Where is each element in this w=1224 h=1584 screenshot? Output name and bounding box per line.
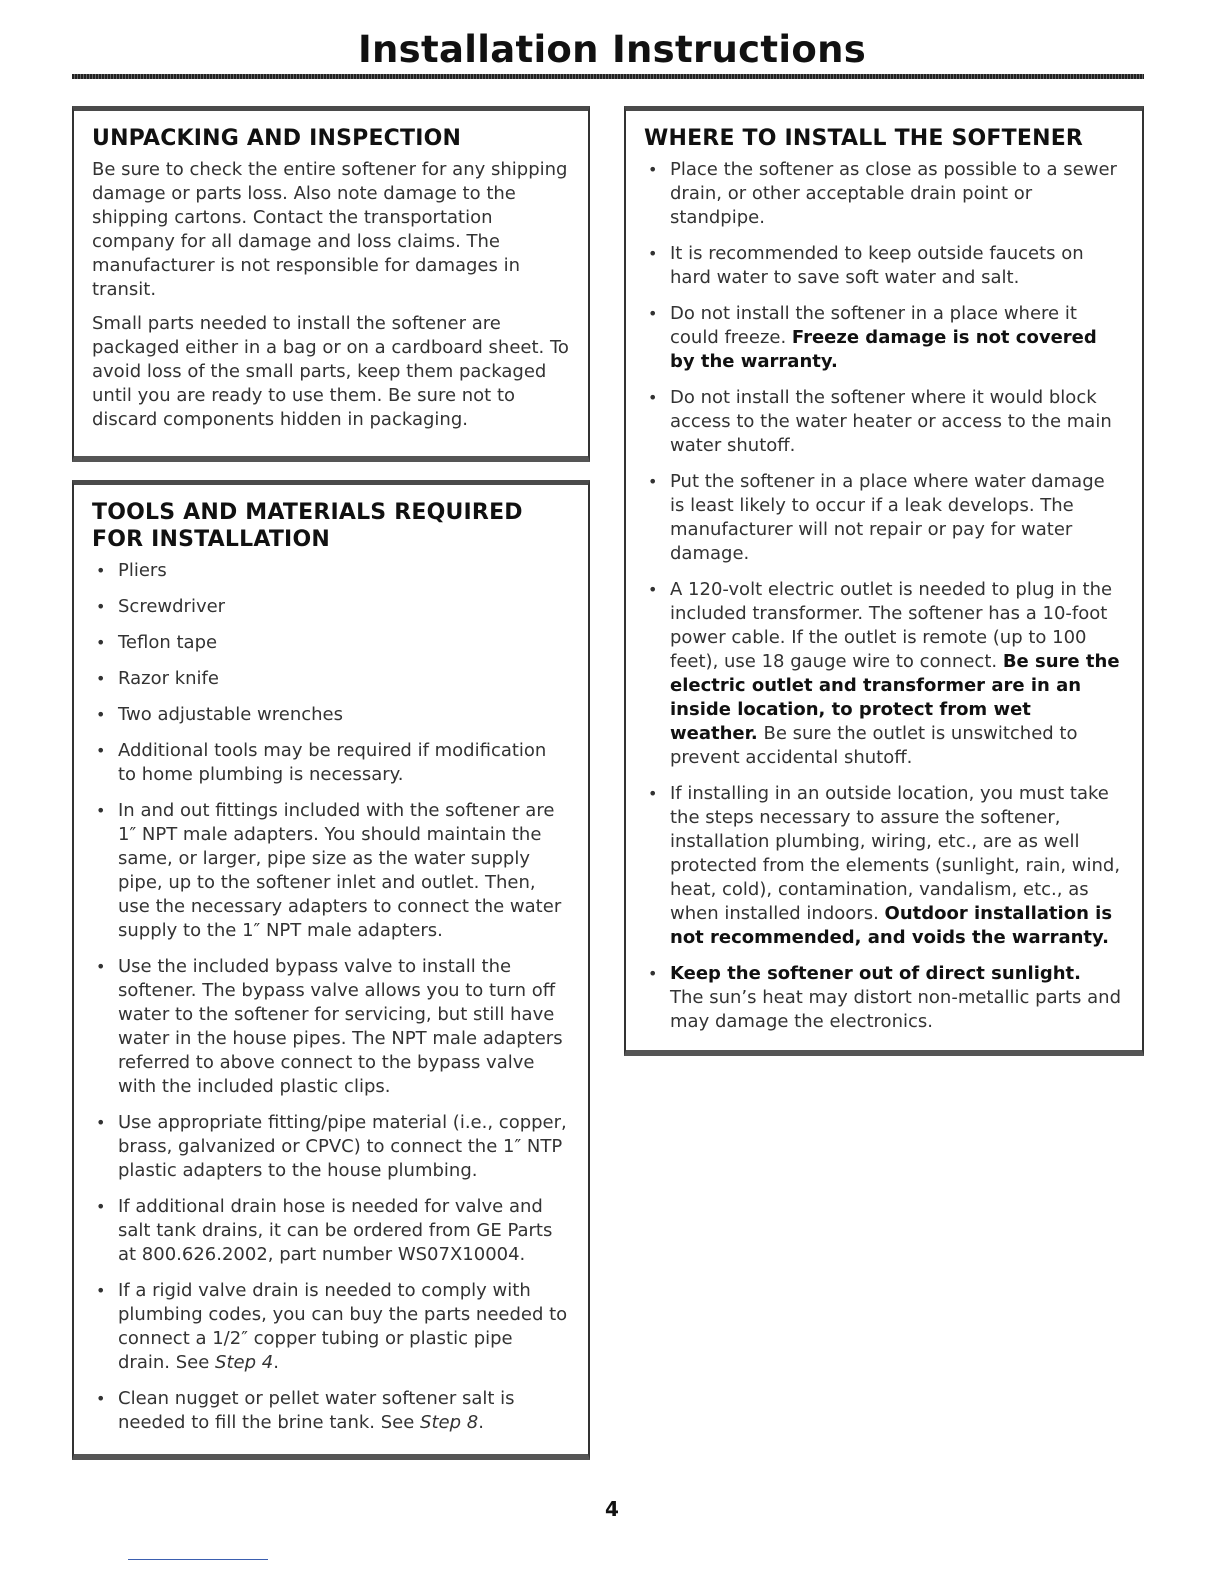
list-item: • If additional drain hose is needed for valve and salt tank drains, it can be ordered from GE Parts at 800.626.2002, part number WS07X10004. bbox=[92, 1195, 570, 1267]
page-number: 4 bbox=[605, 1497, 619, 1521]
item-text-end: . bbox=[478, 1412, 484, 1433]
item-text-end: . bbox=[273, 1352, 279, 1373]
list-item bbox=[92, 1279, 570, 1375]
tools-list bbox=[92, 559, 570, 1435]
tools-heading bbox=[92, 499, 570, 553]
where-list bbox=[644, 158, 1124, 1034]
item-text: Do not install the softener in a place where it could freeze. bbox=[670, 303, 1077, 348]
item-text: Clean nugget or pellet water softener salt is needed to fill the brine tank. See bbox=[118, 1388, 515, 1433]
item-text: If a rigid valve drain is needed to comply with plumbing codes, you can buy the parts needed to connect a 1/2″ copper tubing or plastic pipe drain. See bbox=[118, 1280, 568, 1373]
list-item: • In and out fittings included with the softener are 1″ NPT male adapters. You should maintain the same, or larger, pipe size as the water supply pipe, up to the softener inlet and outlet. Then, use the necessary adapters to connect the water supply to the 1″ NPT male adapters. bbox=[92, 799, 570, 943]
page-title: Installation Instructions bbox=[357, 28, 867, 71]
list-item bbox=[92, 1387, 570, 1435]
list-item: • Do not install the softener where it would block access to the water heater or access to the main water shutoff. bbox=[644, 386, 1124, 458]
list-item: • Two adjustable wrenches bbox=[92, 703, 570, 727]
tools-section bbox=[72, 480, 590, 1460]
list-item: • It is recommended to keep outside faucets on hard water to save soft water and salt. bbox=[644, 242, 1124, 290]
item-text: If installing in an outside location, you must take the steps necessary to assure the softener, installation plumbing, wiring, etc., are as well protected from the elements (sunlight, rain, wind, heat, cold), contamination, vandalism, etc., as when installed indoors. bbox=[670, 783, 1121, 924]
title-divider bbox=[72, 74, 1144, 79]
list-item: • Screwdriver bbox=[92, 595, 570, 619]
list-item bbox=[644, 962, 1124, 1034]
unpacking-section bbox=[72, 106, 590, 462]
list-item: • Pliers bbox=[92, 559, 570, 583]
warranty-warning: Freeze damage is not covered by the warranty. bbox=[670, 327, 1097, 372]
item-text-end: Be sure the outlet is unswitched to prevent accidental shutoff. bbox=[670, 723, 1078, 768]
list-item: • Use appropriate fitting/pipe material (i.e., copper, brass, galvanized or CPVC) to connect the 1″ NTP plastic adapters to the house plumbing. bbox=[92, 1111, 570, 1183]
outlet-warning: Be sure the electric outlet and transformer are in an inside location, to protect from wet weather. bbox=[670, 651, 1120, 744]
tools-heading-line-1: TOOLS AND MATERIALS REQUIRED bbox=[92, 500, 523, 525]
where-to-install-section bbox=[624, 106, 1144, 1056]
outdoor-warning: Outdoor installation is not recommended, and voids the warranty. bbox=[670, 903, 1113, 948]
list-item: • Use the included bypass valve to install the softener. The bypass valve allows you to turn off water to the softener for servicing, but still have water in the house pipes. The NPT male adapters referred to above connect to the bypass valve with the included plastic clips. bbox=[92, 955, 570, 1099]
list-item: • Place the softener as close as possible to a sewer drain, or other acceptable drain point or standpipe. bbox=[644, 158, 1124, 230]
list-item: • Put the softener in a place where water damage is least likely to occur if a leak develops. The manufacturer will not repair or pay for water damage. bbox=[644, 470, 1124, 566]
list-item: • Additional tools may be required if modification to home plumbing is necessary. bbox=[92, 739, 570, 787]
list-item: • Razor knife bbox=[92, 667, 570, 691]
tools-heading-line-2: FOR INSTALLATION bbox=[92, 527, 330, 552]
list-item bbox=[644, 782, 1124, 950]
item-text: The sun’s heat may distort non-metallic parts and may damage the electronics. bbox=[670, 987, 1122, 1032]
where-heading: WHERE TO INSTALL THE SOFTENER bbox=[644, 126, 1084, 151]
step-reference: Step 8 bbox=[420, 1412, 479, 1433]
list-item bbox=[644, 578, 1124, 770]
unpacking-paragraph-2: Small parts needed to install the softener are packaged either in a bag or on a cardboard sheet. To avoid loss of the small parts, keep them packaged until you are ready to use them. Be sure not to discard components hidden in packaging. bbox=[92, 313, 569, 430]
item-text: A 120-volt electric outlet is needed to plug in the included transformer. The softener has a 10-foot power cable. If the outlet is remote (up to 100 feet), use 18 gauge wire to connect. bbox=[670, 579, 1113, 672]
list-item: • Teflon tape bbox=[92, 631, 570, 655]
unpacking-heading: UNPACKING AND INSPECTION bbox=[92, 126, 462, 151]
footer-divider bbox=[128, 1559, 268, 1560]
list-item bbox=[644, 302, 1124, 374]
unpacking-paragraph-1: Be sure to check the entire softener for any shipping damage or parts loss. Also note damage to the shipping cartons. Contact the transportation company for all damage and loss claims. The manufacturer is not responsible for damages in transit. bbox=[92, 159, 568, 300]
sunlight-warning: Keep the softener out of direct sunlight. bbox=[670, 963, 1082, 984]
step-reference: Step 4 bbox=[215, 1352, 274, 1373]
